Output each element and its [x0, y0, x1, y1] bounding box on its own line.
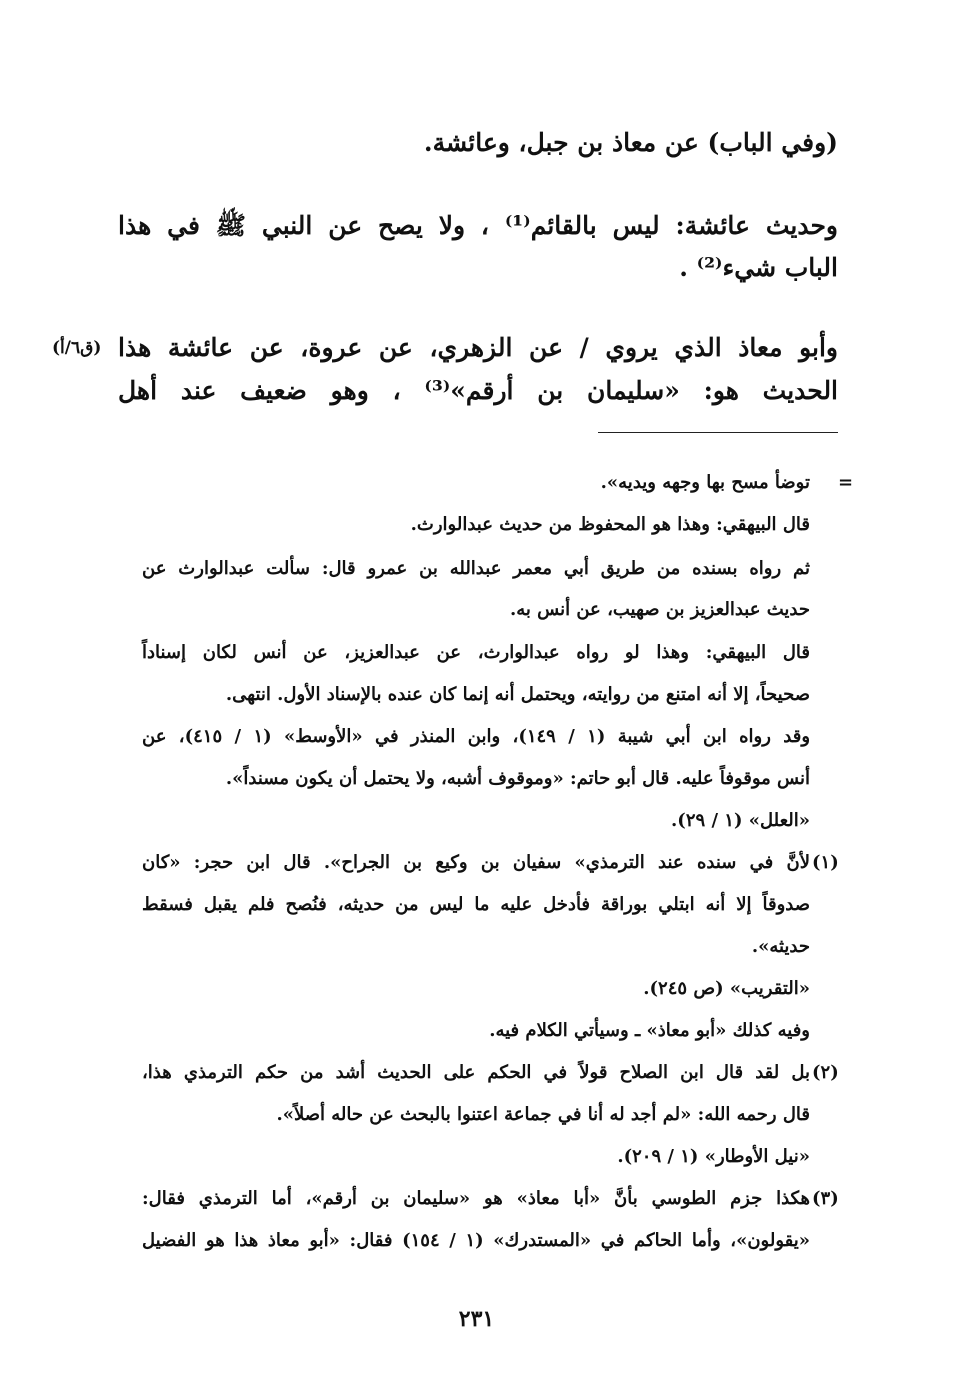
footnote-3-number: (٣): [812, 1188, 839, 1209]
footnote-cont-line: «العلل» (١ / ٢٩).: [671, 810, 810, 831]
footnote-cont-line: أنس موقوفاً عليه. قال أبو حاتم: «وموقوف أشبه، ولا يحتمل أن يكون مسنداً».: [225, 768, 810, 789]
page-number: ٢٣١: [458, 1306, 495, 1332]
main-text-line-1: (وفي الباب) عن معاذ بن جبل، وعائشة.: [423, 128, 838, 157]
main-text-line-2: وحديث عائشة: ليس بالقائم⁽¹⁾ ، ولا يصح عن النبي ﷺ في هذا: [118, 211, 838, 240]
footnote-2-line: قال رحمه الله: «لم أجد له أنا في جماعة اعتنوا بالبحث عن حاله أصلاً».: [276, 1104, 810, 1125]
footnote-separator: [598, 432, 838, 433]
footnote-cont-line: قال البيهقي: وهذا لو رواه عبدالوارث، عن عبدالعزيز، عن أنس لكان إسناداً: [142, 642, 810, 663]
footnote-2-number: (٢): [812, 1062, 839, 1083]
footnote-cont-line: قال البيهقي: وهذا هو المحفوظ من حديث عبدالوارث.: [410, 514, 810, 535]
main-text-line-4: وأبو معاذ الذي يروي / عن الزهري، عن عروة، عن عائشة هذا: [118, 333, 838, 362]
footnote-1-line: لأنَّ في سنده عند الترمذي» سفيان بن وكيع بن الجراح». قال ابن حجر: «كان: [142, 852, 810, 873]
footnote-1-line: صدوقاً إلا أنه ابتلي بوراقة فأدخل عليه ما ليس من حديثه، فنُصح فلم يقبل فسقط: [142, 894, 810, 915]
footnote-1-line: «التقريب» (ص ٢٤٥).: [643, 978, 810, 999]
footnote-3-line: هكذا جزم الطوسي بأنَّ «أبا معاذ» هو «سليمان بن أرقم»، أما الترمذي فقال:: [142, 1188, 810, 1209]
manuscript-folio-note: (ق٦/أ): [52, 338, 102, 358]
footnote-1-line: وفيه كذلك «أبو معاذ» ـ وسيأتي الكلام فيه.: [489, 1020, 810, 1041]
main-text-line-5: الحديث هو: «سليمان بن أرقم»⁽³⁾ ، وهو ضعيف عند أهل: [118, 376, 839, 405]
main-text-line-3: الباب شيء⁽²⁾ .: [679, 253, 838, 282]
footnote-cont-line: توضأ مسح بها وجهه ويديه».: [600, 472, 810, 493]
footnote-2-line: «نيل الأوطار» (١ / ٢٠٩).: [617, 1146, 810, 1167]
continuation-mark: =: [838, 472, 854, 493]
footnote-1-line: حديثه».: [751, 936, 810, 957]
footnote-cont-line: ثم رواه بسنده من طريق أبي معمر عبدالله بن عمرو قال: سألت عبدالوارث عن: [142, 558, 810, 579]
footnote-cont-line: وقد رواه ابن أبي شيبة (١ / ١٤٩)، وابن المنذر في «الأوسط» (١ / ٤١٥)، عن: [142, 726, 811, 747]
footnote-3-line: «يقولون»، وأما الحاكم في «المستدرك» (١ / ١٥٤) فقال: «أبو معاذ هذا هو الفضيل: [142, 1230, 810, 1251]
footnote-cont-line: حديث عبدالعزيز بن صهيب، عن أنس به.: [509, 599, 810, 620]
footnote-1-number: (١): [812, 852, 839, 873]
footnote-cont-line: صحيحاً، إلا أنه امتنع من روايته، ويحتمل أنه إنما كان عنده بالإسناد الأول. انتهى.: [225, 684, 810, 705]
footnote-2-line: بل لقد قال ابن الصلاح قولاً في الحكم على الحديث أشد من حكم الترمذي هذا،: [142, 1062, 810, 1083]
